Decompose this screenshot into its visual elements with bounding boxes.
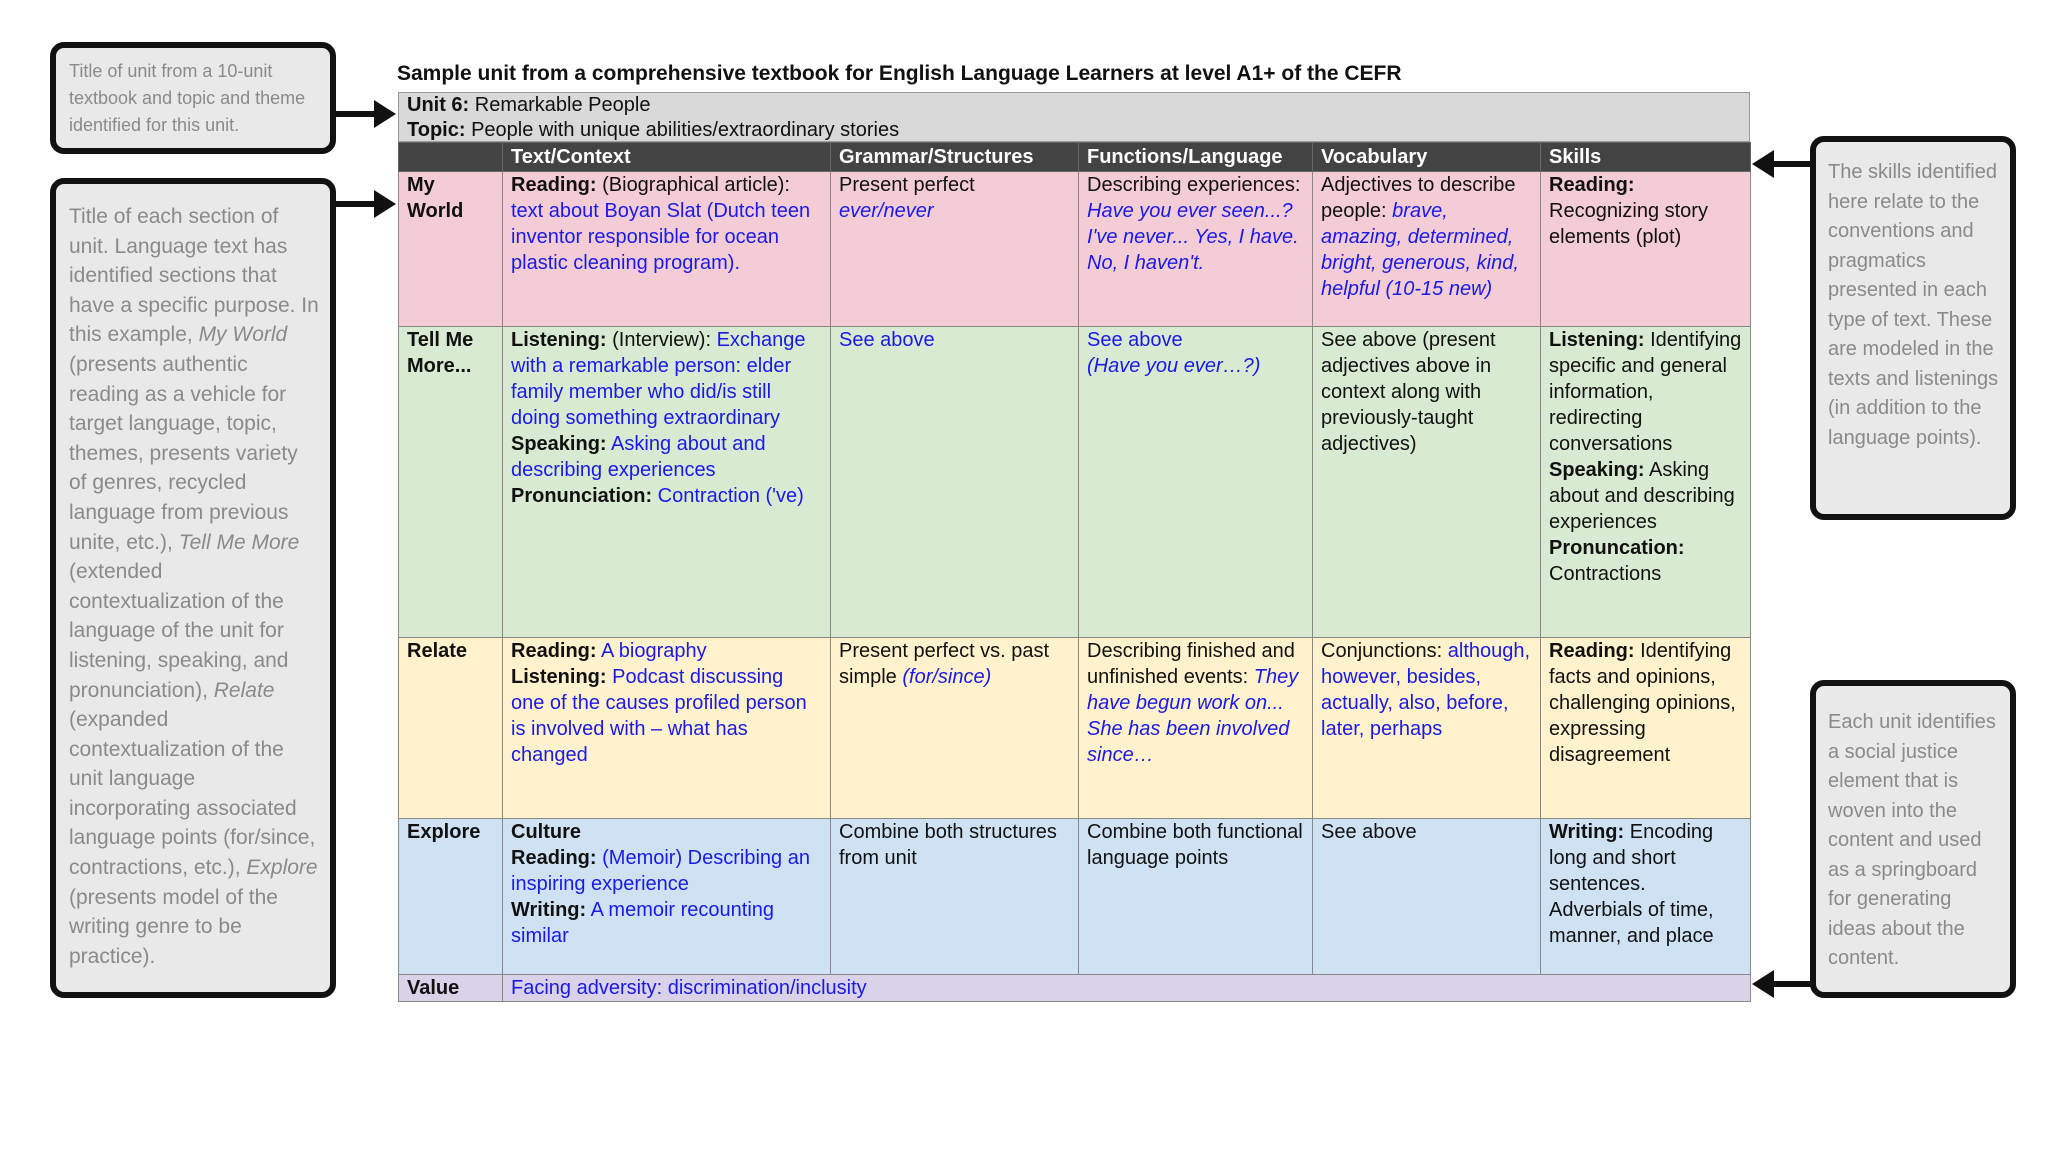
callout-sections-explore: Explore: [246, 856, 318, 880]
cell-label: Listening:: [511, 329, 607, 351]
column-header: Grammar/Structures: [831, 143, 1079, 172]
cell-functions: [1079, 172, 1313, 327]
unit-line: [407, 93, 1741, 118]
cell-label: Pronuncation:: [1549, 537, 1685, 559]
arrow-left-icon: [1752, 966, 1812, 1002]
cell-text-blue: They have begun work on... She has been involved since…: [1087, 666, 1299, 766]
cell-label: Culture: [511, 821, 581, 843]
cell-vocabulary: [1313, 327, 1541, 638]
cell-vocabulary: [1313, 172, 1541, 327]
cell-label: Reading:: [1549, 174, 1635, 196]
cell-text: Present perfect: [839, 174, 975, 196]
cell-text-blue: Facing adversity: discrimination/inclusity: [511, 977, 867, 999]
unit-name: Remarkable People: [474, 94, 651, 116]
section-name-explore: Explore: [399, 819, 503, 975]
cell-text: Combine both functional language points: [1087, 821, 1303, 869]
cell-label: Reading:: [1549, 640, 1635, 662]
cell-functions: [1079, 327, 1313, 638]
cell-reading: [511, 638, 822, 664]
cell-text-blue: Contraction ('ve): [652, 485, 804, 507]
cell-skills: [1541, 327, 1751, 638]
cell-text: Conjunctions:: [1321, 640, 1448, 662]
callout-sections-text-2: (presents authentic reading as a vehicle for target language, topic, themes, presents variety of genres, recycled language from previous unite, etc.),: [69, 352, 298, 554]
cell-text: Present perfect vs. past simple: [839, 640, 1050, 688]
table-row: [399, 172, 1751, 327]
cell-skills: [1541, 172, 1751, 327]
cell-vocabulary: [1313, 819, 1541, 975]
arrow-right-icon: [336, 96, 396, 132]
unit-header: [398, 92, 1750, 142]
cell-vocabulary: [1313, 638, 1541, 819]
cell-text-blue: Exchange with a remarkable person: elder family member who did/is still doing something extraordinary: [511, 329, 806, 429]
section-name-my-world: My World: [399, 172, 503, 327]
cell-text-blue: text about Boyan Slat (Dutch teen inventor responsible for ocean plastic cleaning program).: [511, 200, 811, 274]
document-title: Sample unit from a comprehensive textbook for English Language Learners at level A1+ of the CEFR: [397, 62, 1402, 85]
cell-speaking: [511, 431, 822, 483]
cell-text-blue: See above: [1087, 329, 1183, 351]
cell-text: Identifying specific and general information, redirecting conversations: [1549, 329, 1742, 455]
cell-grammar: [831, 819, 1079, 975]
cell-text: Identifying facts and opinions, challenging opinions, expressing disagreement: [1549, 640, 1736, 766]
column-header: Functions/Language: [1079, 143, 1313, 172]
cell-text: Asking about and describing experiences: [1549, 459, 1735, 533]
cell-text-blue: Asking about and describing experiences: [511, 433, 766, 481]
callout-sections-text-3: (extended contextualization of the language of the unit for listening, speaking, and pronunciation),: [69, 560, 289, 702]
callout-sections-tell-me-more: Tell Me More: [178, 530, 300, 554]
section-name-value: Value: [399, 975, 503, 1002]
cell-text: (Interview):: [606, 329, 717, 351]
column-header: Text/Context: [503, 143, 831, 172]
cell-listening: [511, 664, 822, 768]
unit-label: Unit 6:: [407, 94, 470, 116]
callout-sections-my-world: My World: [198, 323, 288, 347]
topic-line: [407, 118, 1741, 143]
cell-functions: [1079, 819, 1313, 975]
cell-functions: [1079, 638, 1313, 819]
cell-text-blue: (for/since): [902, 666, 992, 688]
cell-text: (Biographical article):: [596, 174, 790, 196]
cell-text: Encoding long and short sentences. Adverbials of time, manner, and place: [1549, 821, 1714, 947]
callout-sections-text-4: (expanded contextualization of the unit language incorporating associated language points (for/since, contractions, etc.),: [69, 708, 316, 880]
cell-text-context: [503, 819, 831, 975]
cell-skills: [1541, 638, 1751, 819]
callout-sections-note: [50, 178, 336, 998]
cell-text-blue: A memoir recounting similar: [511, 899, 775, 947]
cell-text-blue: See above: [839, 329, 935, 351]
callout-skills-text: The skills identified here relate to the conventions and pragmatics presented in each type of text. These are modeled in the texts and listenings (in addition to the language points).: [1828, 161, 1999, 449]
table-row: [399, 975, 1751, 1002]
cell-text-blue: Have you ever seen...? I've never... Yes, I have. No, I haven't.: [1087, 200, 1299, 274]
cell-label: Writing:: [511, 899, 587, 921]
cell-writing: [511, 897, 822, 949]
topic-label: Topic:: [407, 119, 466, 141]
table-row: [399, 327, 1751, 638]
unit-table: [398, 142, 1751, 1002]
cell-grammar: [831, 638, 1079, 819]
cell-text: See above: [1321, 821, 1417, 843]
cell-skills-pronunciation: [1549, 535, 1742, 587]
cell-skills-speaking: [1549, 457, 1742, 535]
column-header: Vocabulary: [1313, 143, 1541, 172]
callout-skills-note: [1810, 136, 2016, 520]
cell-skills: [1541, 819, 1751, 975]
cell-text-context: [503, 172, 831, 327]
cell-text-blue: (Memoir) Describing an inspiring experience: [511, 847, 810, 895]
cell-text: Adjectives to describe people:: [1321, 174, 1516, 222]
cell-listening: [511, 327, 822, 431]
arrow-right-icon: [336, 186, 396, 222]
cell-value: [503, 975, 1751, 1002]
cell-reading: [511, 845, 822, 897]
topic-name: People with unique abilities/extraordinary stories: [471, 119, 900, 141]
cell-label: Listening:: [511, 666, 607, 688]
cell-label: Speaking:: [511, 433, 607, 455]
table-row: [399, 819, 1751, 975]
cell-label: Listening:: [1549, 329, 1645, 351]
callout-unit-title-text: Title of unit from a 10-unit textbook and topic and theme identified for this unit.: [69, 61, 306, 135]
callout-sections-relate: Relate: [213, 678, 275, 702]
arrow-left-icon: [1752, 146, 1812, 182]
cell-label: Reading:: [511, 847, 597, 869]
cell-text-blue: ever/never: [839, 200, 934, 222]
cell-text-blue: (Have you ever…?): [1087, 355, 1261, 377]
cell-text-context: [503, 638, 831, 819]
cell-text: Contractions: [1549, 563, 1662, 585]
cell-text: Recognizing story elements (plot): [1549, 200, 1708, 248]
cell-text: Describing finished and unfinished events:: [1087, 640, 1295, 688]
section-name-tell-me-more: Tell Me More...: [399, 327, 503, 638]
table-row: [399, 638, 1751, 819]
cell-label: Writing:: [1549, 821, 1625, 843]
cell-grammar: [831, 327, 1079, 638]
callout-value-note: [1810, 680, 2016, 998]
cell-text-blue: A biography: [596, 640, 707, 662]
callout-value-text: Each unit identifies a social justice element that is woven into the content and used as a springboard for generating ideas about the content.: [1828, 711, 1996, 969]
cell-text-blue: Podcast discussing one of the causes profiled person is involved with – what has changed: [511, 666, 807, 766]
cell-pronunciation: [511, 483, 822, 509]
callout-sections-text-5: (presents model of the writing genre to be practice).: [69, 885, 278, 968]
cell-text-blue: although, however, besides, actually, also, before, later, perhaps: [1321, 640, 1531, 740]
callout-sections-text-1: Title of each section of unit. Language text has identified sections that have a specific purpose. In this example,: [69, 205, 319, 347]
cell-skills-listening: [1549, 327, 1742, 457]
cell-text: Describing experiences:: [1087, 174, 1301, 196]
column-header: Skills: [1541, 143, 1751, 172]
cell-label: Reading:: [511, 174, 597, 196]
table-header-row: [399, 143, 1751, 172]
cell-text-context: [503, 327, 831, 638]
cell-text-blue: brave, amazing, determined, bright, generous, kind, helpful (10-15 new): [1321, 200, 1519, 300]
cell-text: See above (present adjectives above in context along with previously-taught adjectives): [1321, 329, 1496, 455]
cell-grammar: [831, 172, 1079, 327]
column-header: [399, 143, 503, 172]
cell-label: Speaking:: [1549, 459, 1645, 481]
cell-label: Reading:: [511, 640, 597, 662]
cell-label: Pronunciation:: [511, 485, 653, 507]
callout-unit-title-note: [50, 42, 336, 154]
cell-text: Combine both structures from unit: [839, 821, 1057, 869]
section-name-relate: Relate: [399, 638, 503, 819]
